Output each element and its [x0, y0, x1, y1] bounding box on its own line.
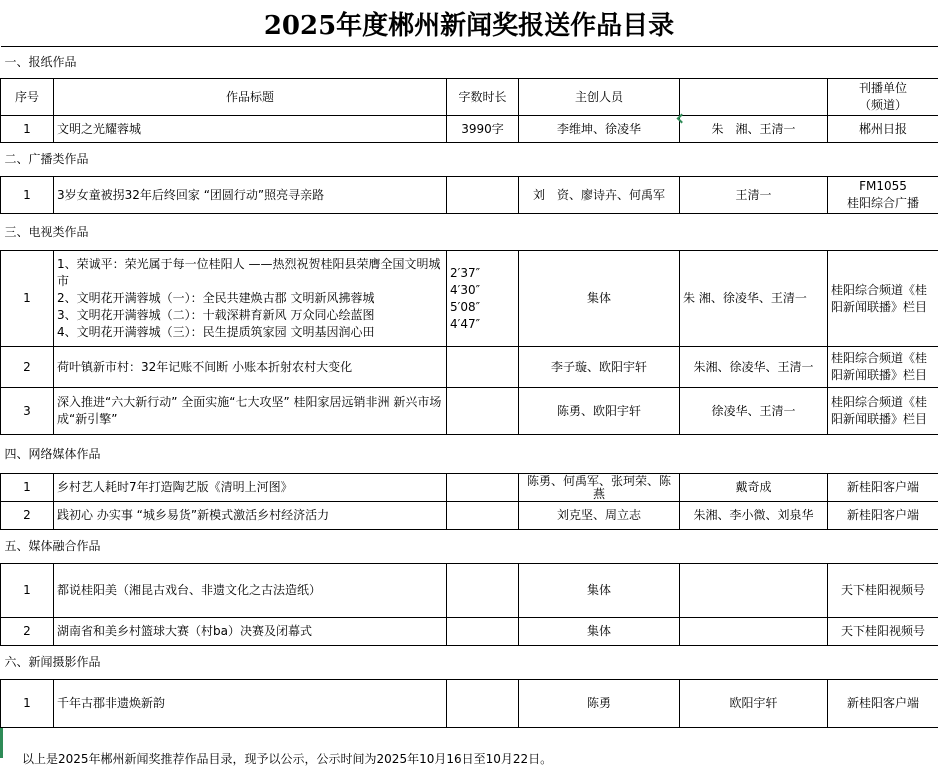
- section-header: 二、广播类作品: [1, 143, 938, 177]
- table-row: 1 乡村艺人耗时7年打造陶艺版《清明上河图》 陈勇、何禹军、张珂荣、陈燕 戴奇成 新桂阳客户端: [1, 474, 938, 502]
- section-header: 五、媒体融合作品: [1, 530, 938, 564]
- header-no: 序号: [1, 79, 54, 116]
- table-row: 2 湖南省和美乡村篮球大赛（村ba）决赛及闭幕式 集体 天下桂阳视频号: [1, 618, 938, 646]
- table-row: 1 1、荣诚平：荣光属于每一位桂阳人 ——热烈祝贺桂阳县荣膺全国文明城市 2、文明花开满蓉城（一）：全民共建焕古郡 文明新风拂蓉城 3、文明花开满蓉城（二）：十载深耕育新风 万众同心绘蓝图 4、文明花开满蓉城（三）：民生提质筑家园 文明基因润心田 2′37″ 4′30″ 5′08″ 4′47″ 集体 朱 湘、徐凌华、王清一 桂阳综合频道《桂阳新闻联播》栏目: [1, 251, 938, 347]
- table-row: 3 深入推进“六大新行动” 全面实施“七大攻坚” 桂阳家居远销非洲 新兴市场成“新引擎” 陈勇、欧阳宇轩 徐凌华、王清一 桂阳综合频道《桂阳新闻联播》栏目: [1, 388, 938, 435]
- table-row: 1 千年古郡非遗焕新韵 陈勇 欧阳宇轩 新桂阳客户端: [1, 680, 938, 728]
- table-row: 1 都说桂阳美（湘昆古戏台、非遗文化之古法造纸） 集体 天下桂阳视频号: [1, 564, 938, 618]
- table-row: 2 荷叶镇新市村：32年记账不间断 小账本折射农村大变化 李子璇、欧阳宇轩 朱湘、徐凌华、王清一 桂阳综合频道《桂阳新闻联播》栏目: [1, 347, 938, 388]
- header-editors: [680, 79, 828, 116]
- table-row: 1 3岁女童被拐32年后终回家 “团圆行动”照亮寻亲路 刘 资、廖诗卉、何禹军 王清一 FM1055 桂阳综合广播: [1, 177, 938, 214]
- header-unit: 刊播单位 （频道）: [828, 79, 938, 116]
- cell-marker: [0, 728, 3, 758]
- works-table: [0, 46, 938, 728]
- table-row: 2 践初心 办实事 “城乡易货”新模式激活乡村经济活力 刘克坚、周立志 朱湘、李小微、刘泉华 新桂阳客户端: [1, 502, 938, 530]
- footer-note: 以上是2025年郴州新闻奖推荐作品目录，现予以公示，公示时间为2025年10月16日至10月22日。: [22, 752, 553, 766]
- header-creators: 主创人员: [519, 79, 680, 116]
- section-header: 三、电视类作品: [1, 214, 938, 251]
- header-length: 字数时长: [447, 79, 519, 116]
- section-header: 四、网络媒体作品: [1, 435, 938, 474]
- document-title: 2025年度郴州新闻奖报送作品目录: [263, 10, 675, 41]
- header-title: 作品标题: [54, 79, 447, 116]
- table-header-row: [1, 79, 938, 116]
- table-row: 1 文明之光耀蓉城 3990字 李维坤、徐凌华 朱 湘、王清一 郴州日报: [1, 116, 938, 143]
- section-header: 六、新闻摄影作品: [1, 646, 938, 680]
- section-header: 一、报纸作品: [1, 47, 938, 79]
